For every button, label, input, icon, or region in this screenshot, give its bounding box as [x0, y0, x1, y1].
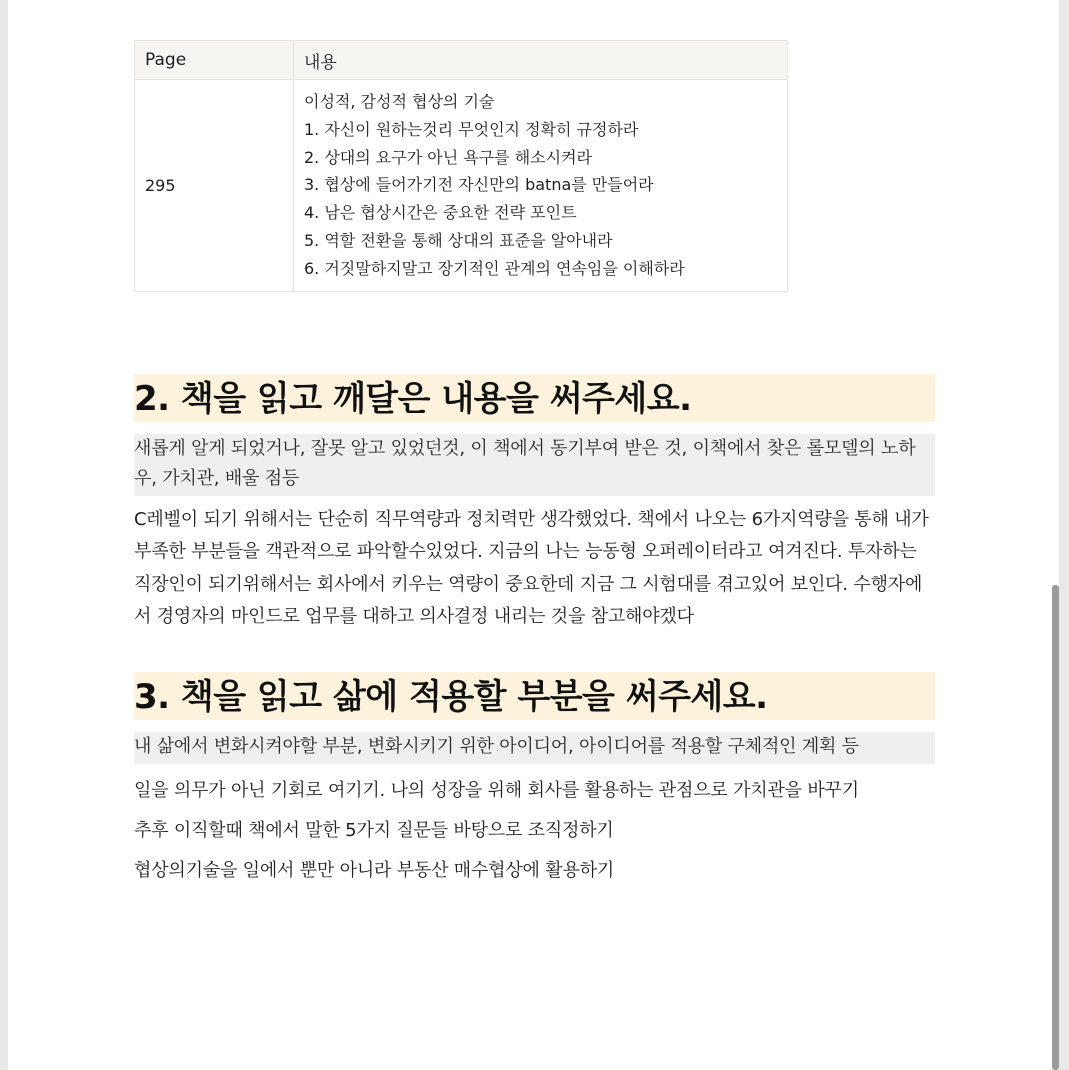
table-header-page: Page	[135, 41, 294, 80]
section3-paragraph[interactable]: 추후 이직할때 책에서 말한 5가지 질문들 바탕으로 조직정하기	[134, 819, 614, 841]
document-content	[134, 40, 935, 886]
section2-body[interactable]: C레벨이 되기 위해서는 단순히 직무역량과 정치력만 생각했었다. 책에서 나오는 6가지역량을 통해 내가 부족한 부분들을 객관적으로 파악할수있었다. 지금의 나는 능동형 오퍼레이터라고 여겨진다. 투자하는 직장인이 되기위해서는 회사에서 키우는 역량이 중요한데 지금 그 시험대를 겪고있어 보인다. 수행자에서 경영자의 마인드로 업무를 대하고 의사결정 내리는 것을 참고해야겠다	[134, 508, 929, 628]
left-page-edge	[0, 0, 8, 1070]
section2-prompt: 새롭게 알게 되었거나, 잘못 알고 있었던것, 이 책에서 동기부여 받은 것, 이책에서 찾은 롤모델의 노하우, 가치관, 배울 점등	[134, 434, 935, 496]
section2-heading: 2. 책을 읽고 깨달은 내용을 써주세요.	[134, 374, 935, 422]
content-line: 5. 역할 전환을 통해 상대의 표준을 알아내라	[304, 230, 613, 250]
table-header-row	[135, 41, 788, 80]
content-line: 6. 거짓말하지말고 장기적인 관계의 연속임을 이해하라	[304, 258, 685, 278]
scrollbar-track[interactable]	[1059, 0, 1069, 1070]
content-line: 2. 상대의 요구가 아닌 욕구를 해소시켜라	[304, 147, 592, 167]
table-cell-content[interactable]	[294, 80, 788, 292]
content-line: 4. 남은 협상시간은 중요한 전략 포인트	[304, 203, 577, 223]
section3-prompt: 내 삶에서 변화시켜야할 부분, 변화시키기 위한 아이디어, 아이디어를 적용할 구체적인 계획 등	[134, 732, 935, 764]
table-cell-page: 295	[135, 80, 294, 292]
content-line: 3. 협상에 들어가기전 자신만의 batna를 만들어라	[304, 175, 654, 195]
section3-paragraph[interactable]: 일을 의무가 아닌 기회로 여기기. 나의 성장을 위해 회사를 활용하는 관점으로 가치관을 바꾸기	[134, 779, 859, 801]
content-line: 이성적, 감성적 협상의 기술	[304, 92, 495, 111]
content-line: 1. 자신이 원하는것리 무엇인지 정확히 규정하라	[304, 119, 639, 139]
section3-heading: 3. 책을 읽고 삶에 적용할 부분을 써주세요.	[134, 672, 935, 720]
notes-table	[134, 40, 788, 292]
table-header-content: 내용	[294, 41, 788, 80]
table-row	[135, 80, 788, 292]
section3-paragraph[interactable]: 협상의기술을 일에서 뿐만 아니라 부동산 매수협상에 활용하기	[134, 859, 615, 881]
scrollbar-thumb[interactable]	[1052, 585, 1059, 1070]
